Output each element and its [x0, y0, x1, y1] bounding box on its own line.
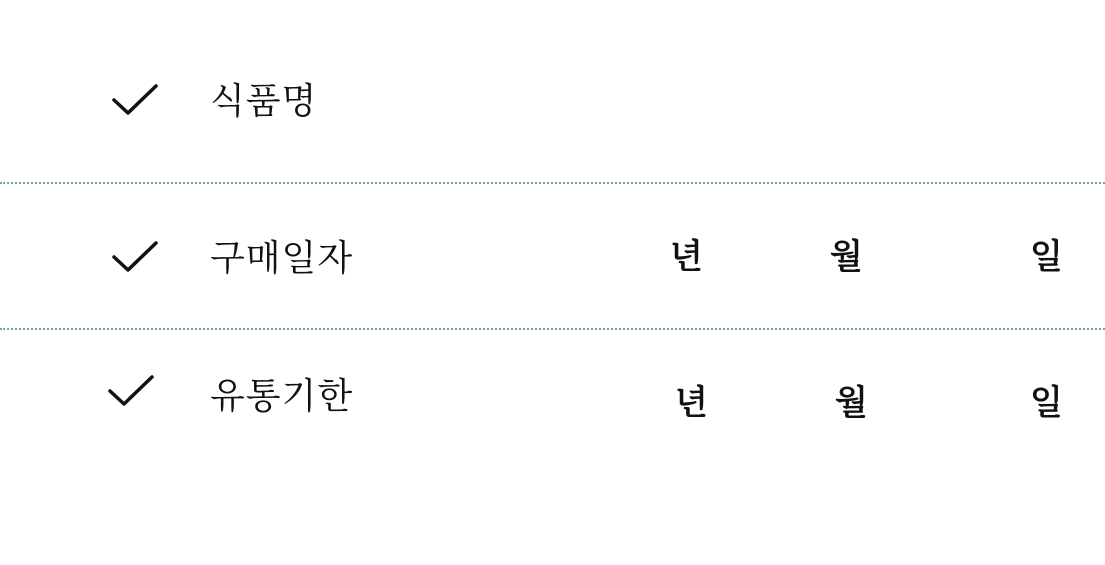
row-divider	[0, 328, 1105, 330]
expiry-date-row	[0, 357, 1105, 437]
food-name-row	[0, 62, 1105, 142]
purchase-year-unit: 년	[670, 237, 703, 277]
expiry-day-unit: 일	[1030, 383, 1063, 423]
expiry-month-unit: 월	[835, 383, 868, 423]
purchase-day-unit: 일	[1030, 237, 1063, 277]
check-icon[interactable]	[106, 371, 156, 411]
purchase-month-unit: 월	[830, 237, 863, 277]
row-divider	[0, 182, 1105, 184]
expiry-date-label: 유통기한	[210, 376, 354, 417]
check-icon[interactable]	[110, 237, 160, 277]
food-name-label: 식품명	[210, 81, 318, 122]
check-icon[interactable]	[110, 80, 160, 120]
purchase-date-row	[0, 219, 1105, 299]
purchase-date-label: 구매일자	[210, 238, 354, 279]
expiry-year-unit: 년	[675, 383, 708, 423]
